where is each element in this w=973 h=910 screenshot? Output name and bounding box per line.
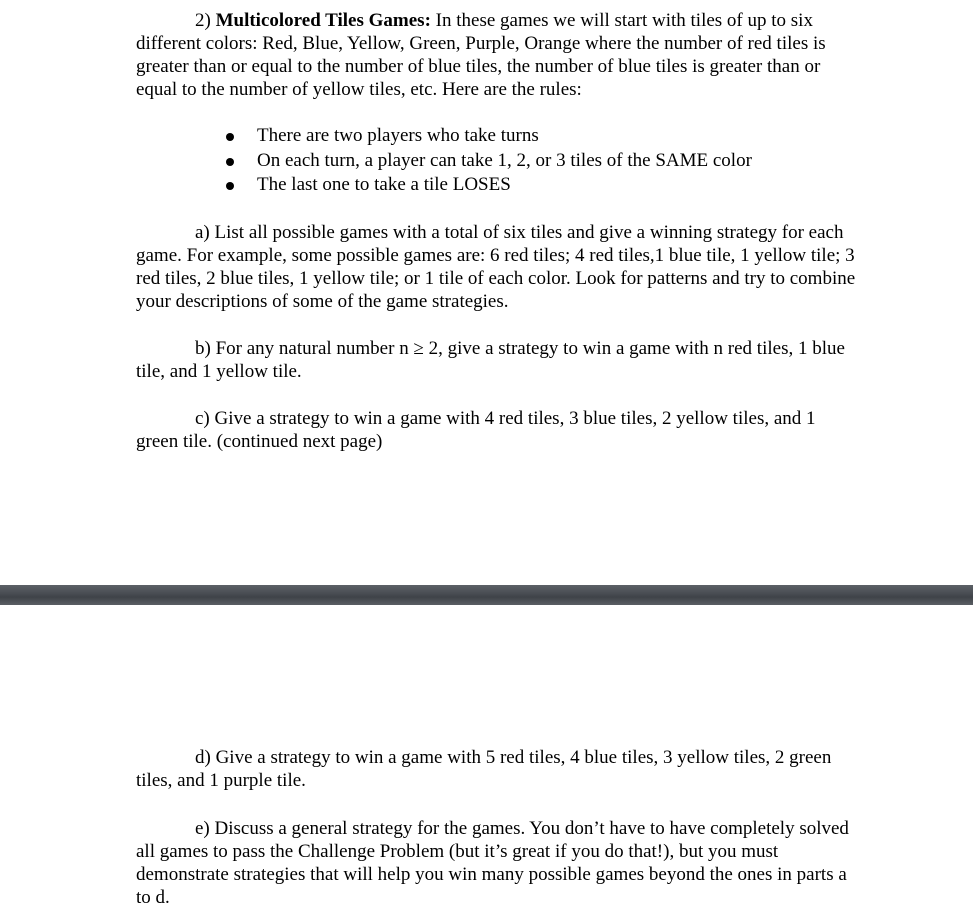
page-divider [0,585,973,605]
bullet-icon [226,158,234,166]
intro-paragraph [136,9,861,101]
part-e-paragraph: e) Discuss a general strategy for the games. You don’t have to have completely solved all games to pass the Challenge Problem (but it’s great if you do that!), but you must demonstrate strategies that will help you win many possible games beyond the ones in parts a to d. [136,818,849,908]
rule-text: On each turn, a player can take 1, 2, or 3 tiles of the SAME color [257,149,752,171]
bullet-icon [226,133,234,141]
problem-number: 2) [195,10,211,31]
rule-text: There are two players who take turns [257,125,539,146]
part-d-paragraph: d) Give a strategy to win a game with 5 red tiles, 4 blue tiles, 3 yellow tiles, 2 green tiles, and 1 purple tile. [136,747,832,791]
rule-item [0,149,752,174]
page-2 [0,605,973,910]
part-a-paragraph: a) List all possible games with a total of six tiles and give a winning strategy for each game. For example, some possible games are: 6 red tiles; 4 red tiles,1 blue tile, 1 yellow tile; 3 red tiles, 2 blue tiles, 1 yellow tile; or 1 tile of each color. Look for patterns and try to combine your descriptions of some of the game strategies. [136,222,856,312]
rule-item [0,124,752,149]
part-b-paragraph: b) For any natural number n ≥ 2, give a strategy to win a game with n red tiles, 1 blue tile, and 1 yellow tile. [136,338,845,382]
intro-text: In these games we will start with tiles of up to six different colors: Red, Blue, Yellow, Green, Purple, Orange where the number of red tiles is greater than or equal to the number of blue tiles, the number of blue tiles is greater than or equal to the number of yellow tiles, etc. Here are the rules: [136,10,826,100]
rule-text: The last one to take a tile LOSES [257,174,511,195]
part-c-paragraph: c) Give a strategy to win a game with 4 red tiles, 3 blue tiles, 2 yellow tiles, and 1 green tile. (continued next page) [136,408,816,452]
rule-item [0,173,752,198]
bullet-icon [226,182,234,190]
rules-list [0,124,752,198]
problem-title: Multicolored Tiles Games: [215,10,431,31]
